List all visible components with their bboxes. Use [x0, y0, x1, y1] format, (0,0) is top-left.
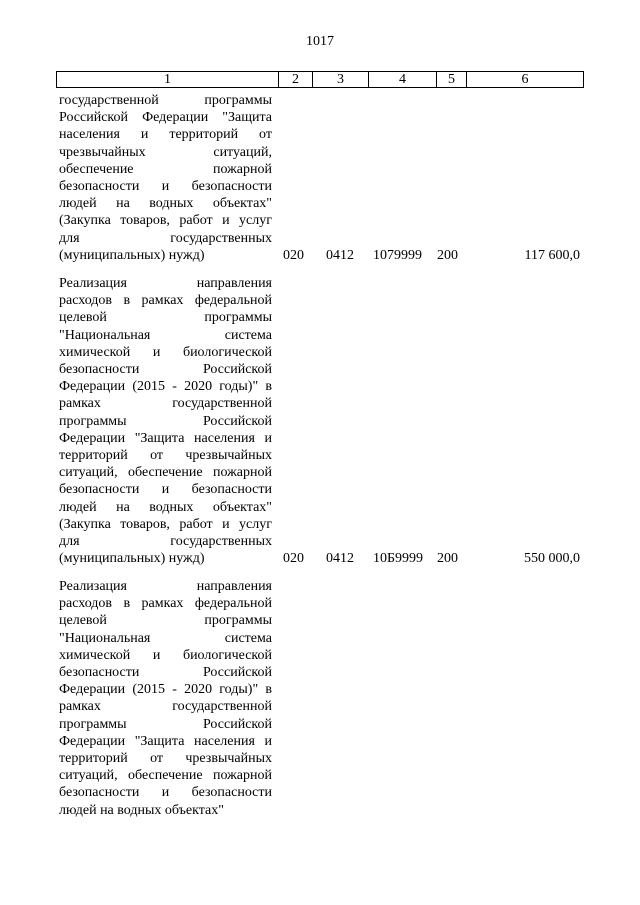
description-line: (муниципальных) нужд)	[59, 247, 205, 263]
description-line: химической и биологической	[59, 344, 272, 360]
table-row-1-target: 1079999	[373, 248, 422, 263]
description-line: безопасности Российской	[59, 362, 272, 378]
column-header-6: 6	[521, 72, 529, 87]
table-row-3-description	[59, 578, 272, 819]
description-line: ситуаций, обеспечение пожарной	[59, 465, 272, 481]
table-row-2-section: 0412	[326, 551, 354, 566]
description-line: людей на водных объектах"	[59, 196, 272, 212]
description-line: расходов в рамках федеральной	[59, 596, 272, 612]
table-row-2-description	[59, 275, 272, 567]
description-line: государственной программы	[59, 93, 272, 108]
description-line: чрезвычайных ситуаций,	[59, 144, 272, 160]
page-number: 1017	[306, 34, 334, 49]
description-line: Федерации "Защита населения и	[59, 430, 272, 446]
description-line: целевой программы	[59, 310, 272, 326]
description-line: Российской Федерации "Защита	[59, 110, 272, 126]
description-line: "Национальная система	[59, 630, 272, 646]
table-row-2-code: 020	[283, 551, 304, 566]
description-line: для государственных	[59, 534, 272, 550]
table-row-1-expense-type: 200	[437, 248, 458, 263]
description-line: безопасности и безопасности	[59, 482, 272, 498]
description-line: Реализация направления	[59, 276, 272, 291]
column-header-5: 5	[437, 72, 467, 87]
table-row-1-amount: 117 600,0	[524, 248, 580, 263]
description-line: безопасности Российской	[59, 665, 272, 681]
table-row-2-amount: 550 000,0	[524, 551, 580, 566]
description-line: людей на водных объектах"	[59, 499, 272, 515]
description-line: рамках государственной	[59, 699, 272, 715]
description-line: (муниципальных) нужд)	[59, 551, 205, 567]
column-header-2: 2	[279, 72, 313, 87]
description-line: Федерации (2015 - 2020 годы)" в	[59, 379, 272, 395]
description-line: программы Российской	[59, 716, 272, 732]
description-line: химической и биологической	[59, 647, 272, 663]
column-header-1: 1	[57, 72, 279, 87]
table-header-row	[56, 71, 584, 88]
description-line: обеспечение пожарной	[59, 161, 272, 177]
description-line: Федерации (2015 - 2020 годы)" в	[59, 682, 272, 698]
description-line: территорий от чрезвычайных	[59, 751, 272, 767]
description-line: (Закупка товаров, работ и услуг	[59, 516, 272, 532]
description-line: населения и территорий от	[59, 127, 272, 143]
description-line: Федерации "Защита населения и	[59, 733, 272, 749]
table-row-1-code: 020	[283, 248, 304, 263]
description-line: Реализация направления	[59, 579, 272, 594]
description-line: рамках государственной	[59, 396, 272, 412]
description-line: целевой программы	[59, 613, 272, 629]
description-line: безопасности и безопасности	[59, 785, 272, 801]
description-line: программы Российской	[59, 413, 272, 429]
table-row-1-description	[59, 92, 272, 264]
description-line: людей на водных объектах"	[59, 802, 224, 818]
description-line: (Закупка товаров, работ и услуг	[59, 213, 272, 229]
description-line: "Национальная система	[59, 327, 272, 343]
description-line: безопасности и безопасности	[59, 179, 272, 195]
column-header-4: 4	[369, 72, 437, 87]
table-row-2-target: 10Б9999	[373, 551, 424, 566]
column-header-3: 3	[313, 72, 369, 87]
description-line: ситуаций, обеспечение пожарной	[59, 768, 272, 784]
table-row-1-section: 0412	[326, 248, 354, 263]
table-row-2-expense-type: 200	[437, 551, 458, 566]
description-line: для государственных	[59, 230, 272, 246]
description-line: территорий от чрезвычайных	[59, 448, 272, 464]
description-line: расходов в рамках федеральной	[59, 293, 272, 309]
